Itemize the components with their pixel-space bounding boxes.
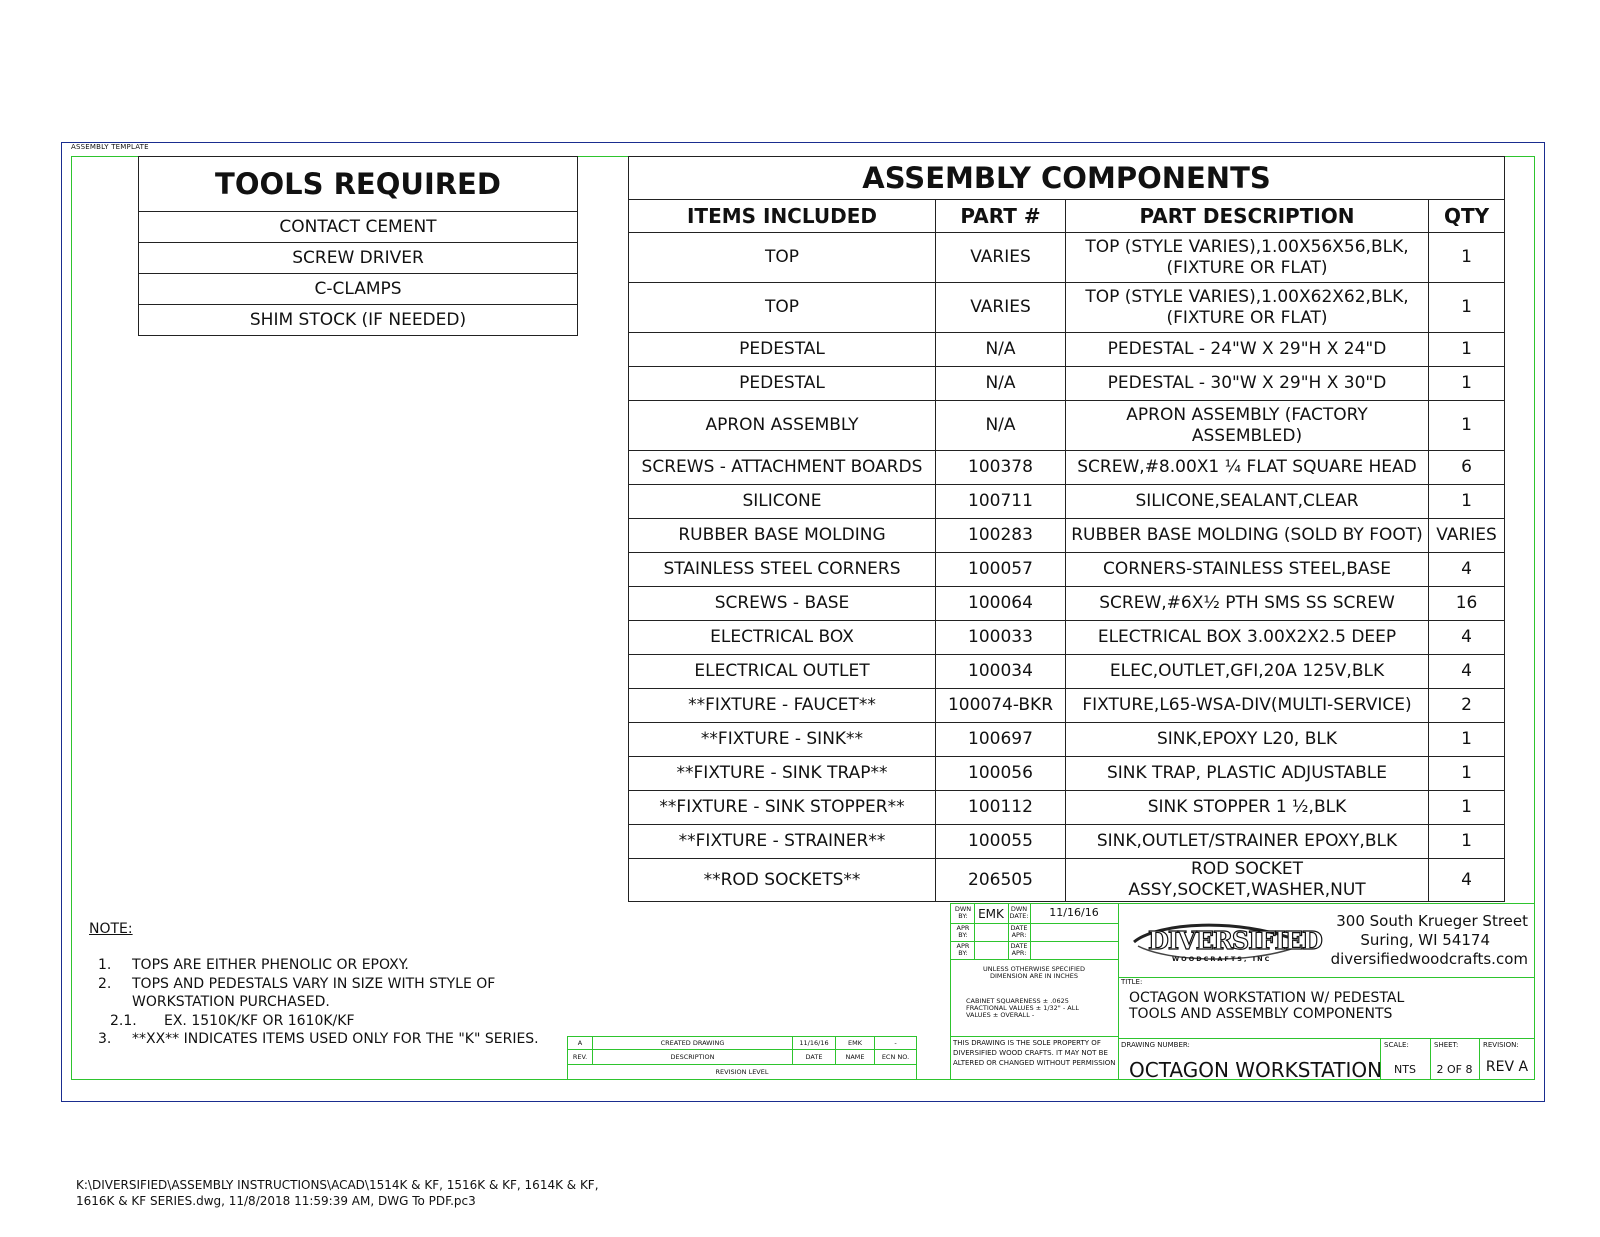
part-number-cell: 100697 [936, 723, 1066, 757]
revision-value: REV A [1485, 1059, 1529, 1075]
notes-title: NOTE: [89, 921, 133, 937]
column-header-part: PART # [936, 200, 1066, 233]
tool-item: CONTACT CEMENT [139, 212, 578, 243]
item-cell: ELECTRICAL BOX [629, 621, 936, 655]
part-number-cell: 100074-BKR [936, 689, 1066, 723]
qty-cell: 1 [1429, 283, 1505, 333]
component-row [629, 283, 1505, 333]
component-row [629, 553, 1505, 587]
part-number-cell: VARIES [936, 283, 1066, 333]
qty-cell: 4 [1429, 553, 1505, 587]
item-cell: ELECTRICAL OUTLET [629, 655, 936, 689]
tool-item: SCREW DRIVER [139, 243, 578, 274]
item-cell: **ROD SOCKETS** [629, 859, 936, 902]
component-row [629, 451, 1505, 485]
item-cell: TOP [629, 233, 936, 283]
qty-cell: VARIES [1429, 519, 1505, 553]
component-row [629, 621, 1505, 655]
qty-cell: 6 [1429, 451, 1505, 485]
part-description-cell: PEDESTAL - 24"W X 29"H X 24"D [1066, 333, 1429, 367]
template-label: ASSEMBLY TEMPLATE [71, 143, 149, 151]
note-item: 2. TOPS AND PEDESTALS VARY IN SIZE WITH STYLE OF WORKSTATION PURCHASED. [98, 975, 496, 1010]
component-row [629, 587, 1505, 621]
tool-item: SHIM STOCK (IF NEEDED) [139, 305, 578, 336]
column-header-description: PART DESCRIPTION [1066, 200, 1429, 233]
part-description-cell: PEDESTAL - 30"W X 29"H X 30"D [1066, 367, 1429, 401]
qty-cell: 1 [1429, 791, 1505, 825]
component-row [629, 519, 1505, 553]
item-cell: **FIXTURE - SINK** [629, 723, 936, 757]
qty-cell: 4 [1429, 859, 1505, 902]
part-number-cell: 100283 [936, 519, 1066, 553]
scale-label: SCALE: [1384, 1041, 1409, 1049]
item-cell: SILICONE [629, 485, 936, 519]
tools-title: TOOLS REQUIRED [139, 157, 578, 212]
component-row [629, 757, 1505, 791]
tool-item: C-CLAMPS [139, 274, 578, 305]
item-cell: SCREWS - BASE [629, 587, 936, 621]
component-row [629, 485, 1505, 519]
component-row [629, 689, 1505, 723]
item-cell: **FIXTURE - SINK STOPPER** [629, 791, 936, 825]
scale-value: NTS [1394, 1063, 1416, 1076]
part-number-cell: 100711 [936, 485, 1066, 519]
column-header-qty: QTY [1429, 200, 1505, 233]
part-number-cell: 100056 [936, 757, 1066, 791]
part-description-cell: ELEC,OUTLET,GFI,20A 125V,BLK [1066, 655, 1429, 689]
qty-cell: 1 [1429, 757, 1505, 791]
qty-cell: 2 [1429, 689, 1505, 723]
qty-cell: 1 [1429, 333, 1505, 367]
part-number-cell: VARIES [936, 233, 1066, 283]
part-description-cell: TOP (STYLE VARIES),1.00X62X62,BLK, (FIXTURE OR FLAT) [1066, 283, 1429, 333]
part-number-cell: 100034 [936, 655, 1066, 689]
title-label: TITLE: [1121, 978, 1143, 986]
part-description-cell: SCREW,#6X½ PTH SMS SS SCREW [1066, 587, 1429, 621]
file-path-footer: K:\DIVERSIFIED\ASSEMBLY INSTRUCTIONS\ACAD\1514K & KF, 1516K & KF, 1614K & KF, 1616K & KF SERIES.dwg, 11/8/2018 11:59:39 AM, DWG To PDF.pc3 [76, 1178, 599, 1208]
component-row [629, 655, 1505, 689]
part-number-cell: 100378 [936, 451, 1066, 485]
part-number-cell: 206505 [936, 859, 1066, 902]
item-cell: STAINLESS STEEL CORNERS [629, 553, 936, 587]
part-description-cell: ROD SOCKET ASSY,SOCKET,WASHER,NUT [1066, 859, 1429, 902]
part-description-cell: SCREW,#8.00X1 ¼ FLAT SQUARE HEAD [1066, 451, 1429, 485]
part-description-cell: SINK,OUTLET/STRAINER EPOXY,BLK [1066, 825, 1429, 859]
component-row [629, 859, 1505, 902]
component-row [629, 367, 1505, 401]
part-description-cell: APRON ASSEMBLY (FACTORY ASSEMBLED) [1066, 401, 1429, 451]
part-description-cell: ELECTRICAL BOX 3.00X2X2.5 DEEP [1066, 621, 1429, 655]
item-cell: **FIXTURE - STRAINER** [629, 825, 936, 859]
part-description-cell: FIXTURE,L65-WSA-DIV(MULTI-SERVICE) [1066, 689, 1429, 723]
components-title: ASSEMBLY COMPONENTS [629, 157, 1505, 200]
qty-cell: 4 [1429, 655, 1505, 689]
qty-cell: 1 [1429, 723, 1505, 757]
part-number-cell: 100064 [936, 587, 1066, 621]
company-logo: DIVERSIFIED WOODCRAFTS, INC [1128, 918, 1300, 966]
part-description-cell: SILICONE,SEALANT,CLEAR [1066, 485, 1429, 519]
sheet-value: 2 OF 8 [1436, 1063, 1473, 1076]
part-number-cell: 100057 [936, 553, 1066, 587]
item-cell: PEDESTAL [629, 333, 936, 367]
item-cell: **FIXTURE - FAUCET** [629, 689, 936, 723]
item-cell: APRON ASSEMBLY [629, 401, 936, 451]
part-description-cell: SINK STOPPER 1 ½,BLK [1066, 791, 1429, 825]
component-row [629, 233, 1505, 283]
part-description-cell: SINK,EPOXY L20, BLK [1066, 723, 1429, 757]
drawing-number: OCTAGON WORKSTATION [1129, 1058, 1383, 1082]
qty-cell: 1 [1429, 233, 1505, 283]
note-item: 3. **XX** INDICATES ITEMS USED ONLY FOR THE "K" SERIES. [98, 1031, 539, 1047]
item-cell: PEDESTAL [629, 367, 936, 401]
part-number-cell: 100033 [936, 621, 1066, 655]
component-row [629, 825, 1505, 859]
part-description-cell: CORNERS-STAINLESS STEEL,BASE [1066, 553, 1429, 587]
qty-cell: 4 [1429, 621, 1505, 655]
component-row [629, 791, 1505, 825]
part-number-cell: N/A [936, 367, 1066, 401]
component-row [629, 401, 1505, 451]
tools-required-table [138, 156, 578, 336]
item-cell: RUBBER BASE MOLDING [629, 519, 936, 553]
note-item: 1. TOPS ARE EITHER PHENOLIC OR EPOXY. [98, 957, 409, 973]
note-item: 2.1. EX. 1510K/KF OR 1610K/KF [110, 1012, 355, 1029]
part-description-cell: SINK TRAP, PLASTIC ADJUSTABLE [1066, 757, 1429, 791]
part-number-cell: 100055 [936, 825, 1066, 859]
part-description-cell: TOP (STYLE VARIES),1.00X56X56,BLK, (FIXTURE OR FLAT) [1066, 233, 1429, 283]
item-cell: TOP [629, 283, 936, 333]
component-row [629, 723, 1505, 757]
qty-cell: 16 [1429, 587, 1505, 621]
part-number-cell: N/A [936, 333, 1066, 367]
notes-list [98, 956, 618, 1049]
sheet-label: SHEET: [1434, 1041, 1459, 1049]
company-address: 300 South Krueger Street Suring, WI 54174 diversifiedwoodcrafts.com [1330, 912, 1528, 968]
item-cell: SCREWS - ATTACHMENT BOARDS [629, 451, 936, 485]
component-row [629, 333, 1505, 367]
qty-cell: 1 [1429, 825, 1505, 859]
components-rows [629, 233, 1505, 902]
assembly-components-table [628, 156, 1505, 902]
part-description-cell: RUBBER BASE MOLDING (SOLD BY FOOT) [1066, 519, 1429, 553]
qty-cell: 1 [1429, 367, 1505, 401]
revision-label: REVISION: [1483, 1041, 1519, 1049]
part-number-cell: 100112 [936, 791, 1066, 825]
item-cell: **FIXTURE - SINK TRAP** [629, 757, 936, 791]
approval-block: DWN BY: EMK DWN DATE: 11/16/16 APR BY: DATE APR: APR BY: DATE APR: UNLESS OTHERWISE SPECIFIED DIMENSION ARE IN INCHES CABINET SQUARENESS ± .0625 FRACTIONAL VALUES ± 1/32" - ALL VALUES ± OVERALL - THIS DRAWING IS THE SOLE PROPERTY OF DIVERSIFIED WOOD CRAFTS. IT MAY NOT BE ALTERED OR CHANGED WITHOUT PERMISSION [950, 903, 1119, 1080]
drawing-number-label: DRAWING NUMBER: [1121, 1041, 1190, 1049]
part-number-cell: N/A [936, 401, 1066, 451]
column-header-items: ITEMS INCLUDED [629, 200, 936, 233]
revision-block: A CREATED DRAWING 11/16/16 EMK - REV. DESCRIPTION DATE NAME ECN NO. REVISION LEVEL [567, 1036, 950, 1080]
drawing-title: OCTAGON WORKSTATION W/ PEDESTAL TOOLS AND ASSEMBLY COMPONENTS [1129, 990, 1405, 1022]
qty-cell: 1 [1429, 401, 1505, 451]
qty-cell: 1 [1429, 485, 1505, 519]
